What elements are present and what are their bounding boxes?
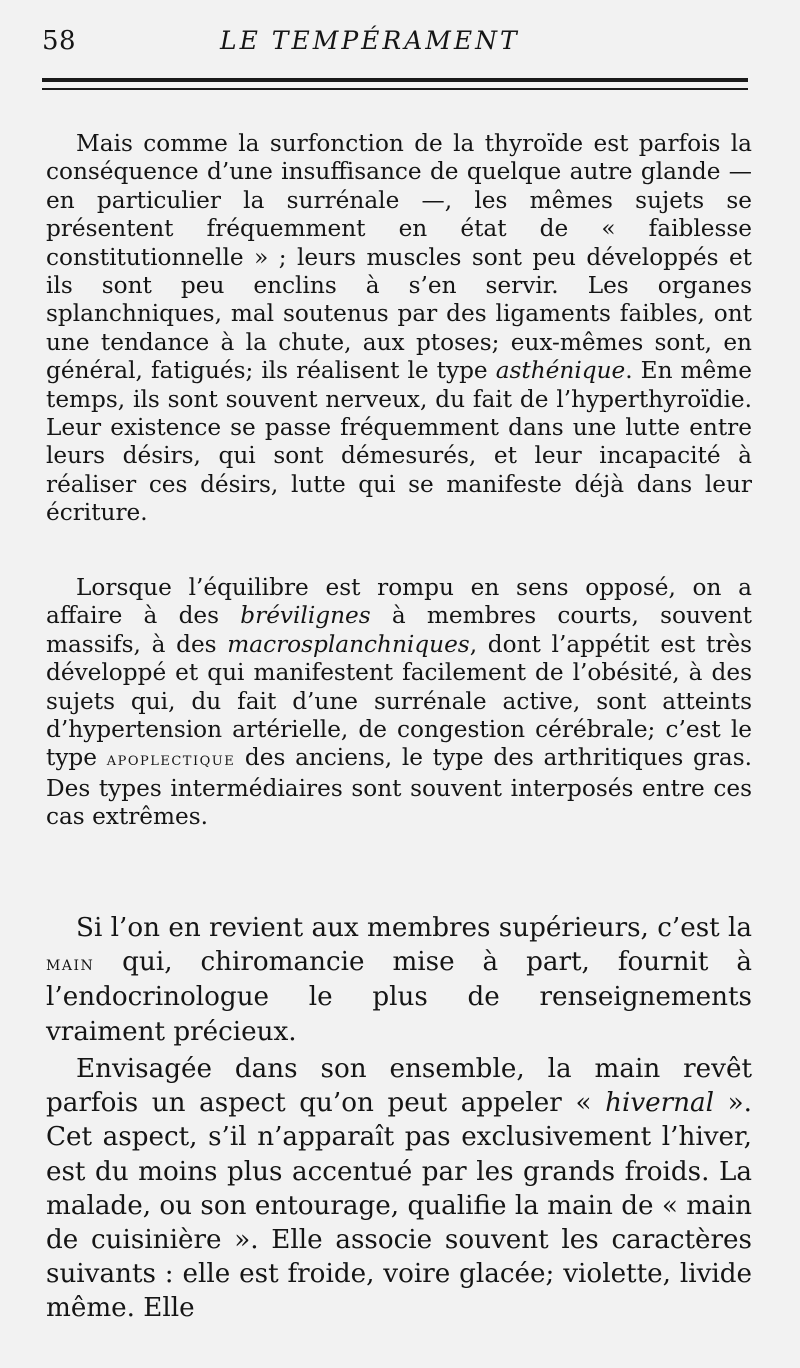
smallcaps-term-main: main <box>46 951 95 976</box>
smallcaps-term-apoplectique: apoplectique <box>106 749 236 771</box>
paragraph-asthenic-type <box>46 130 752 528</box>
paragraph-brevilignes <box>46 574 752 832</box>
page-header <box>42 26 750 60</box>
paragraph-text: à membres courts, souvent massifs, à des <box>46 602 752 658</box>
paragraph-text: Envisagée dans son ensemble, la main revêt parfois un aspect qu’on peut appeler « <box>46 1054 752 1119</box>
header-rule-thick <box>42 78 748 82</box>
paragraph-text: . En même temps, ils sont souvent nerveux, du fait de l’hyperthyroïdie. Leur existence se passe fréquemment dans une lutte entre leurs désirs, qui sont démesurés, et leur incapacité à réaliser ces désirs, lutte qui se manifeste déjà dans leur écriture. <box>46 357 752 527</box>
paragraph-text: des anciens, le type des arthritiques gras. Des types intermédiaires sont souvent interposés entre ces cas extrêmes. <box>46 744 753 831</box>
running-title: LE TEMPÉRAMENT <box>220 26 520 55</box>
page-number: 58 <box>42 26 77 56</box>
paragraph-text: qui, chiromancie mise à part, fournit à l’endocrinologue le plus de renseignements vraiment précieux. <box>46 947 752 1047</box>
paragraph-text: Si l’on en revient aux membres supérieurs, c’est la <box>76 913 752 943</box>
italic-term-macrosplanchniques: macrosplanchniques <box>227 630 470 658</box>
paragraph-text: ». Cet aspect, s’il n’apparaît pas exclusivement l’hiver, est du moins plus accentué par les grands froids. La malade, ou son entourage, qualifie la main de « main de cuisinière ». Elle associe souvent les caractères suivants : elle est froide, voire glacée; violette, livide même. Elle <box>46 1088 752 1324</box>
paragraph-main-hivernale <box>46 1052 752 1326</box>
paragraph-text: Lorsque l’équilibre est rompu en sens opposé, on a affaire à des <box>46 574 752 630</box>
paragraph-text: Mais comme la surfonction de la thyroïde est parfois la conséquence d’une insuffisance de quelque autre glande — en particulier la surrénale —, les mêmes sujets se présentent fréquemment en état de « faiblesse constitutionnelle » ; leurs muscles sont peu développés et ils sont peu enclins à s’en servir. Les organes splanchniques, mal soutenus par des ligaments faibles, ont une tendance à la chute, aux ptoses; eux-mêmes sont, en général, fatigués; ils réalisent le type <box>46 130 752 385</box>
italic-term-brevilignes: brévilignes <box>240 602 371 630</box>
italic-term-hivernal: hivernal <box>605 1088 715 1119</box>
italic-term-asthenique: asthénique <box>495 357 626 385</box>
header-rule-thin <box>42 88 748 90</box>
paragraph-main <box>46 911 752 1049</box>
paragraph-text: , dont l’appétit est très développé et qui manifestent facilement de l’obésité, à des sujets qui, du fait d’une surrénale active, sont atteints d’hypertension artérielle, de congestion cérébrale; c’est le type <box>46 630 752 772</box>
